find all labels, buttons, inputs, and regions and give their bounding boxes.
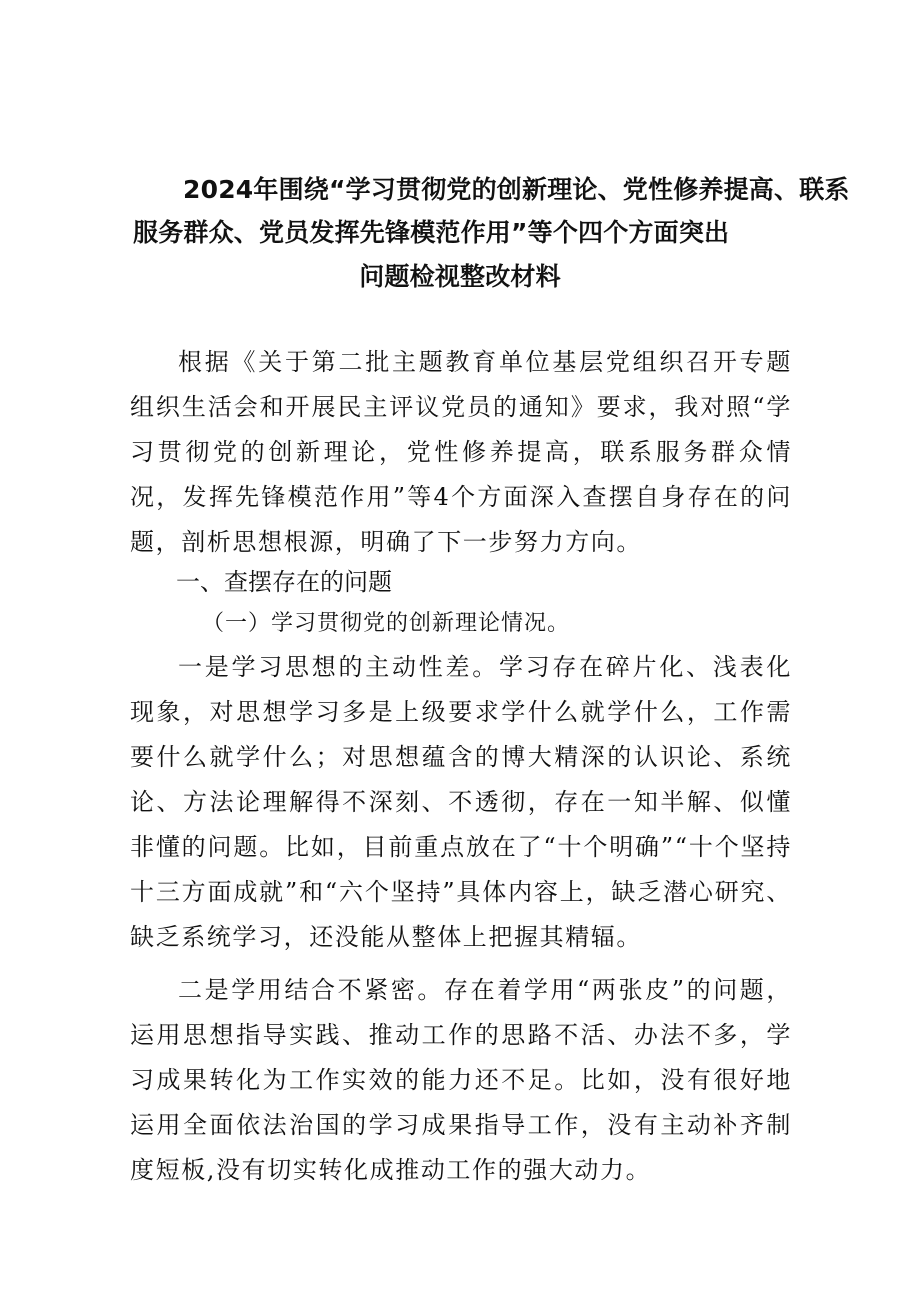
- paragraph-block-2: [130, 968, 792, 1193]
- section-heading: 一、查摆存在的问题: [176, 568, 392, 596]
- subsection-heading: （一）学习贯彻党的创新理论情况。: [202, 611, 571, 636]
- document-title-line-3-text: 问题检视整改材料: [359, 262, 561, 291]
- body-paragraph: 一是学习思想的主动性差。学习存在碎片化、浅表化现象，对思想学习多是上级要求学什么就学什么，工作需要什么就学什么；对思想蕴含的博大精深的认识论、系统论、方法论理解得不深刻、不透彻，存在一知半解、似懂非懂的问题。比如，目前重点放在了“十个明确”“十个坚持十三方面成就”和“六个坚持”具体内容上，缺乏潜心研究、缺乏系统学习，还没能从整体上把握其精辐。: [130, 653, 792, 951]
- document-title-line-3: [0, 255, 920, 299]
- document-title-line-1: 2024年围绕“学习贯彻党的创新理论、党性修养提高、联系: [183, 175, 850, 204]
- paragraph-block-1: [130, 645, 792, 960]
- document-title-line-2: 服务群众、党员发挥先锋模范作用”等个四个方面突出: [133, 218, 730, 247]
- body-paragraph: 二是学用结合不紧密。存在着学用“两张皮”的问题，运用思想指导实践、推动工作的思路不活、办法不多，学习成果转化为工作实效的能力还不足。比如，没有很好地运用全面依法治国的学习成果指导工作，没有主动补齐制度短板,没有切实转化成推动工作的强大动力。: [130, 976, 792, 1184]
- intro-paragraph-block: [130, 340, 792, 565]
- intro-paragraph: 根据《关于第二批主题教育单位基层党组织召开专题组织生活会和开展民主评议党员的通知》要求，我对照“学习贯彻党的创新理论，党性修养提高，联系服务群众情况，发挥先锋模范作用”等4个方面深入查摆自身存在的问题，剖析思想根源，明确了下一步努力方向。: [130, 348, 792, 556]
